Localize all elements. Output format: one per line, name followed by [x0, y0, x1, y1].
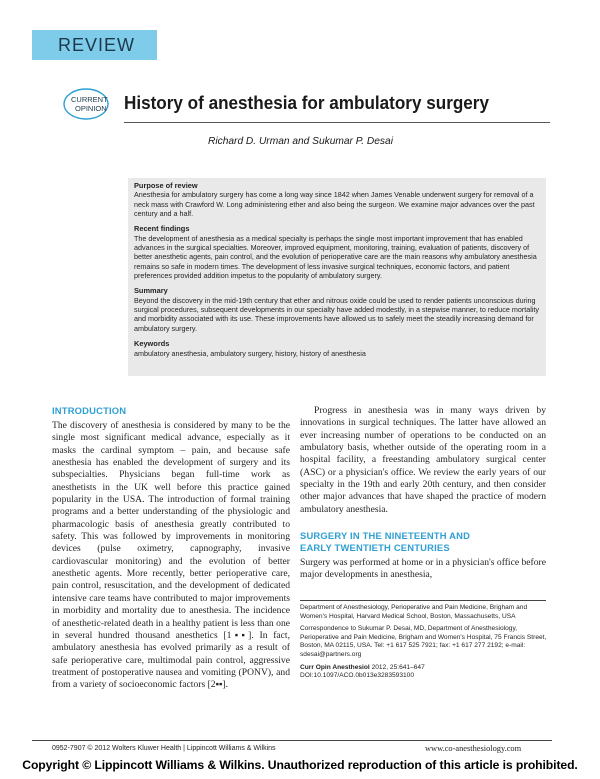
title-divider — [124, 122, 550, 123]
article-title: History of anesthesia for ambulatory surgery — [124, 92, 489, 113]
keywords-text: ambulatory anesthesia, ambulatory surgery, history, history of anesthesia — [134, 348, 366, 358]
logo-line2: OPINION — [75, 104, 107, 113]
summary-heading: Summary — [134, 286, 168, 296]
section-tag-label: REVIEW — [58, 35, 136, 55]
doi: DOI:10.1097/ACO.0b013e3283593100 — [300, 672, 415, 680]
intro-text-b: . In fact, ambulatory anesthesia has evolved primarily as a result of safe perioperative care, multimodal pain control, aggressive treatment of postoperative nausea and vomiting (PONV), and from a variety of socioeconomic factors — [52, 629, 290, 691]
footnote-divider — [300, 600, 546, 601]
intro-text-c: . — [225, 679, 228, 691]
correspondence: Correspondence to Sukumar P. Desai, MD, Department of Anesthesiology, Perioperative and Pain Medicine, Brigham and Women's Hospital, 75 Francis Street, Boston, MA 02115, USA. Tel: +1 617 525 7921; fax: +1 617 277 2192; e-mail: sdesai@partners.org — [300, 625, 547, 658]
findings-heading: Recent findings — [134, 224, 190, 234]
affiliation: Department of Anesthesiology, Perioperative and Pain Medicine, Brigham and Women's Hospital, Harvard Medical School, Boston, Massachusetts, USA — [300, 604, 528, 620]
purpose-text: Anesthesia for ambulatory surgery has come a long way since 1842 when James Venable underwent surgery for removal of a neck mass with Crawford W. Long administering ether and also being the surgeon. We examine major advances over the past century and a half. — [134, 190, 535, 219]
surgery-heading — [300, 530, 546, 554]
purpose-heading: Purpose of review — [134, 181, 198, 190]
article-authors: Richard D. Urman and Sukumar P. Desai — [208, 136, 393, 147]
summary-text: Beyond the discovery in the mid-19th century that ether and nitrous oxide could be used to render patients unconscious during surgical procedures, subsequent developments in our specialty have added modestly, in a stepwise manner, to reduce mortality and morbidity associated with its use. These improvements have allowed us to safely meet the steadily increasing demand for ambulatory surgery. — [134, 295, 539, 333]
logo-line1: CURRENT — [71, 95, 108, 104]
footer-divider — [32, 740, 552, 741]
progress-paragraph: Progress in anesthesia was in many ways driven by innovations in surgical techniques. The latter have allowed an ever increasing number of operations to be conducted on an ambulatory basis, whether outside of the operating room in a hospital facility, a freestanding ambulatory surgical center (ASC) or a physician's office. We review the early years of our specialty in the 19th and early 20th century, and then consider other major advances that have shaped the practice of modern ambulatory anesthesia. — [300, 405, 546, 515]
keywords-heading: Keywords — [134, 339, 170, 349]
intro-heading: INTRODUCTION — [52, 405, 127, 416]
copyright-notice: Copyright © Lippincott Williams & Wilkins. Unauthorized reproduction of this article is prohibited. — [22, 758, 578, 772]
section-tag — [32, 30, 157, 60]
surgery-heading-line1: SURGERY IN THE NINETEENTH AND — [300, 530, 471, 542]
citation-2: [2▪▪] — [207, 679, 226, 691]
intro-paragraph — [52, 420, 290, 692]
surgery-heading-line2: EARLY TWENTIETH CENTURIES — [300, 542, 450, 554]
footer-website[interactable]: www.co-anesthesiology.com — [425, 744, 522, 753]
abstract-box — [128, 178, 546, 376]
citation-1: [1▪▪] — [223, 629, 252, 641]
journal-citation-label: Curr Opin Anesthesiol — [300, 663, 370, 671]
journal-citation — [300, 664, 548, 673]
left-column — [52, 405, 290, 692]
footnotes — [300, 604, 548, 685]
findings-text: The development of anesthesia as a medical specialty is perhaps the single most important improvement that has enabled advances in the surgical specialties. Moreover, improved equipment, monitoring, training, evaluation of patients, discovery of better anesthetic agents, pain control, and the evolution of perioperative care are the main reasons why ambulatory anesthesia remains so safe in modern times. The development of less invasive surgical techniques, economic factors, and patient preferences provided addition impetus to the popularity of ambulatory surgery. — [134, 233, 537, 281]
intro-text-a: The discovery of anesthesia is considered by many to be the single most significant medical advance, especially as it masks the cardinal symptom – pain, and because safe anesthesia has enabled the development of surgery and its subspecialties. Physicians began full-time work as anesthetists in the UK well before this practice gained popularity in the USA. The introduction of formal training programs and a better understanding of the physiologic and pharmacologic basis of anesthesia greatly contributed to safety. This was followed by improvements in monitoring devices (pulse oximetry, capnography, invasive cardiovascular monitoring) and the evolution of better anesthetic agents. More recently, better perioperative care, pain control, resuscitation, and the development of dedicated intensive care teams have contributed to major improvements in morbidity and mortality due to anesthesia. The incidence of anesthetic-related death in a healthy patient is less than one in several hundred thousand anesthetics — [52, 420, 290, 641]
right-column — [300, 405, 546, 582]
journal-citation-value: 2012, 25:641–647 — [369, 663, 425, 671]
footer-issn: 0952-7907 © 2012 Wolters Kluwer Health | Lippincott Williams & Wilkins — [52, 745, 276, 752]
surgery-paragraph: Surgery was performed at home or in a physician's office before major developments in anesthesia, — [300, 557, 546, 581]
journal-logo — [62, 86, 110, 122]
